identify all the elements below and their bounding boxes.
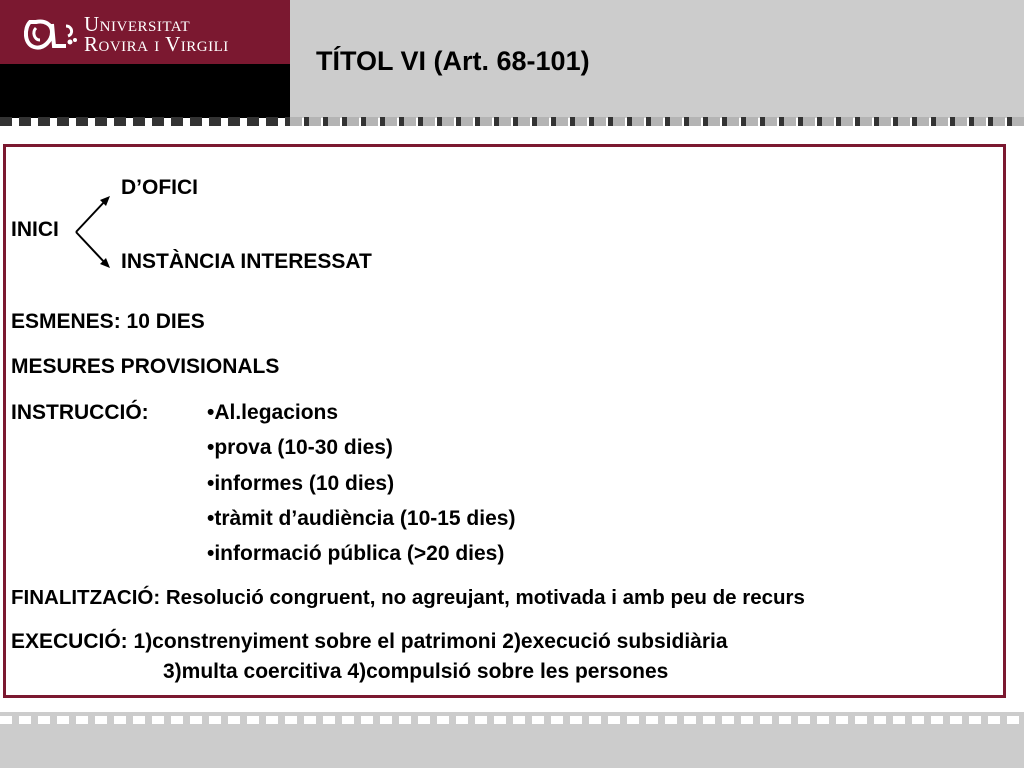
university-name-line1: Universitat bbox=[84, 12, 191, 36]
instruccio-item: •informes (10 dies) bbox=[207, 472, 395, 495]
instruccio-item: •Al.legacions bbox=[207, 401, 339, 424]
mesures-line: MESURES PROVISIONALS bbox=[11, 355, 280, 378]
instruccio-item: •prova (10-30 dies) bbox=[207, 436, 393, 459]
instruccio-item: •tràmit d’audiència (10-15 dies) bbox=[207, 507, 516, 530]
branch-arrows-icon bbox=[74, 190, 118, 274]
footer-divider bbox=[0, 716, 1024, 724]
university-name-line2: Rovira i Virgili bbox=[84, 32, 229, 56]
university-logo-icon bbox=[22, 14, 80, 54]
execucio-line1: EXECUCIÓ: 1)constrenyiment sobre el patrimoni 2)execució subsidiària bbox=[11, 630, 728, 653]
content-frame bbox=[3, 144, 1006, 698]
header-black-band bbox=[0, 64, 290, 118]
instruccio-label: INSTRUCCIÓ: bbox=[11, 401, 149, 424]
inici-option-instancia: INSTÀNCIA INTERESSAT bbox=[121, 250, 372, 273]
execucio-line2: 3)multa coercitiva 4)compulsió sobre les persones bbox=[163, 660, 669, 683]
instruccio-item: •informació pública (>20 dies) bbox=[207, 542, 505, 565]
inici-option-ofici: D’OFICI bbox=[121, 176, 198, 199]
finalitzacio-line: FINALITZACIÓ: Resolució congruent, no agreujant, motivada i amb peu de recurs bbox=[11, 586, 805, 609]
inici-label: INICI bbox=[11, 218, 59, 241]
university-name bbox=[84, 14, 229, 54]
page-title: TÍTOL VI (Art. 68-101) bbox=[316, 46, 590, 76]
esmenes-line: ESMENES: 10 DIES bbox=[11, 310, 205, 333]
header-divider-grey bbox=[290, 117, 1024, 126]
